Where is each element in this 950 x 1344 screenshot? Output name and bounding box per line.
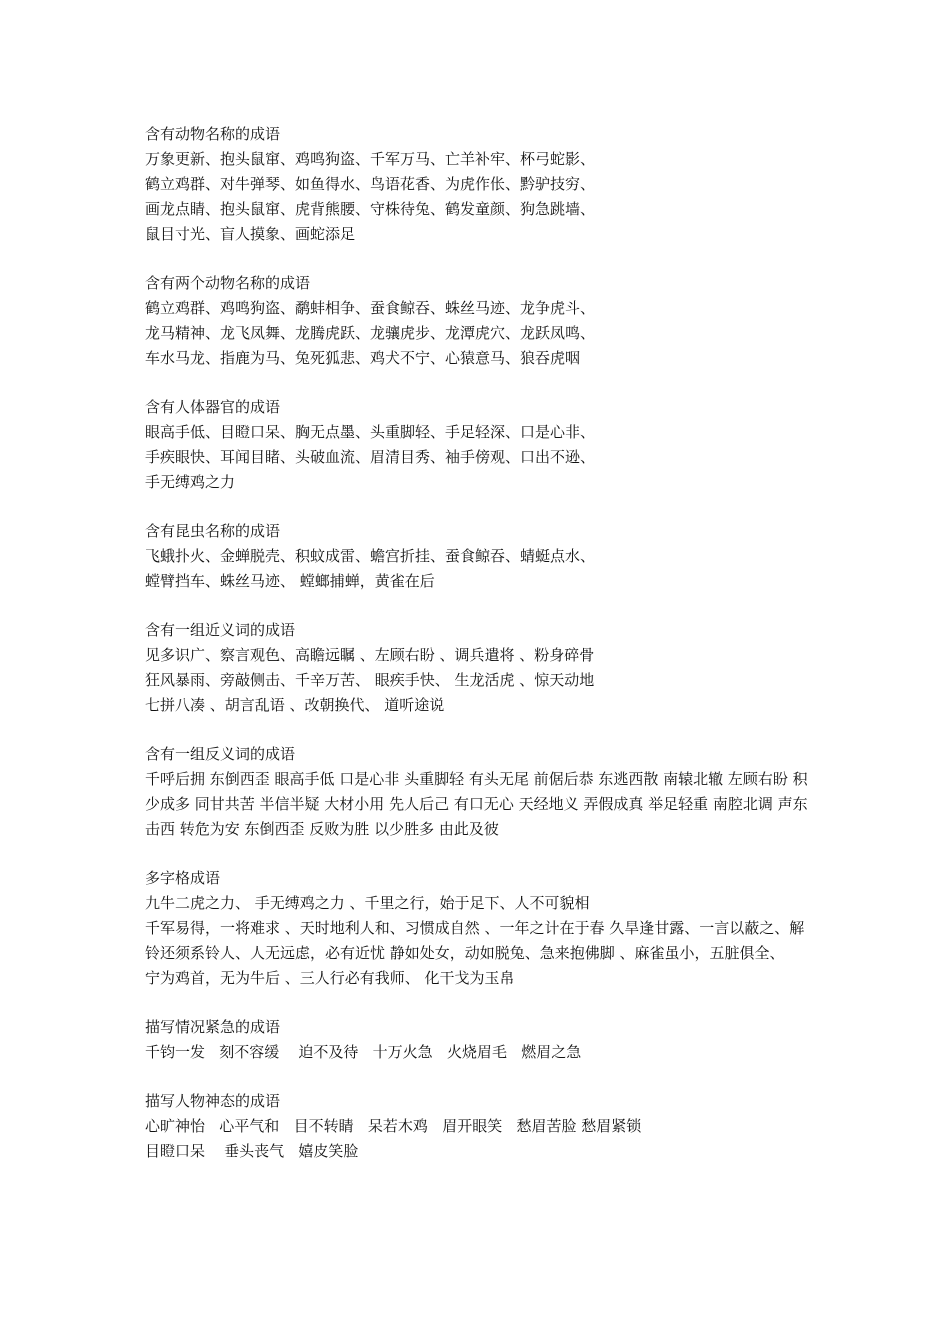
- idiom-line: 见多识广、察言观色、高瞻远瞩 、左顾右盼 、调兵遣将 、粉身碎骨: [145, 646, 595, 664]
- section-title: 描写人物神态的成语: [145, 1092, 281, 1110]
- section-antonyms: [145, 742, 810, 842]
- idiom-line: 鹤立鸡群、对牛弹琴、如鱼得水、鸟语花香、为虎作伥、黔驴技穷、: [145, 175, 596, 193]
- section-title: 含有两个动物名称的成语: [145, 274, 311, 292]
- idiom-line: 鹤立鸡群、鸡鸣狗盗、鹬蚌相争、蚕食鲸吞、蛛丝马迹、龙争虎斗、: [145, 299, 596, 317]
- idiom-line: 龙马精神、龙飞凤舞、龙腾虎跃、龙骧虎步、龙潭虎穴、龙跃凤鸣、: [145, 324, 596, 342]
- section-synonyms: [145, 618, 810, 718]
- idiom-line: 七拼八凑 、胡言乱语 、改朝换代、 道听途说: [145, 696, 445, 714]
- idiom-paragraph: 千军易得，一将难求 、天时地利人和、习惯成自然 、一年之计在于春 久旱逢甘露、一言以蔽之、解铃还须系铃人、人无远虑，必有近忧 静如处女，动如脱兔、急来抱佛脚 、麻雀虽小，五脏俱全、: [145, 919, 805, 962]
- idiom-line: 手疾眼快、耳闻目睹、头破血流、眉清目秀、袖手傍观、口出不逊、: [145, 448, 596, 466]
- section-multi-character: [145, 866, 810, 991]
- idiom-line: 画龙点睛、抱头鼠窜、虎背熊腰、守株待兔、鹤发童颜、狗急跳墙、: [145, 200, 596, 218]
- section-title: 含有动物名称的成语: [145, 125, 281, 143]
- section-body-organs: [145, 395, 810, 495]
- section-animal-names: [145, 122, 810, 247]
- idiom-line: 手无缚鸡之力: [145, 473, 236, 491]
- section-title: 含有人体器官的成语: [145, 398, 281, 416]
- section-title: 多字格成语: [145, 869, 221, 887]
- idiom-line: 螳臂挡车、蛛丝马迹、 螳螂捕蝉，黄雀在后: [145, 572, 435, 590]
- idiom-line: 千钧一发 刻不容缓 迫不及待 十万火急 火烧眉毛 燃眉之急: [145, 1043, 582, 1061]
- idiom-line: 万象更新、抱头鼠窜、鸡鸣狗盗、千军万马、亡羊补牢、杯弓蛇影、: [145, 150, 596, 168]
- idiom-paragraph: 千呼后拥 东倒西歪 眼高手低 口是心非 头重脚轻 有头无尾 前倨后恭 东逃西散 南辕北辙 左顾右盼 积少成多 同甘共苦 半信半疑 大材小用 先人后己 有口无心 天经地义 弄假成真 举足轻重 南腔北调 声东击西 转危为安 东倒西歪 反败为胜 以少胜多 由此及彼: [145, 770, 808, 838]
- idiom-line: 眼高手低、目瞪口呆、胸无点墨、头重脚轻、手足轻深、口是心非、: [145, 423, 596, 441]
- idiom-line: 狂风暴雨、旁敲侧击、千辛万苦、 眼疾手快、 生龙活虎 、惊天动地: [145, 671, 595, 689]
- section-urgent-situation: [145, 1015, 810, 1065]
- idiom-line: 心旷神怡 心平气和 目不转睛 呆若木鸡 眉开眼笑 愁眉苦脸 愁眉紧锁: [145, 1117, 642, 1135]
- section-title: 含有昆虫名称的成语: [145, 522, 281, 540]
- idiom-line: 宁为鸡首，无为牛后 、三人行必有我师、 化干戈为玉帛: [145, 969, 515, 987]
- idiom-line: 目瞪口呆 垂头丧气 嬉皮笑脸: [145, 1142, 359, 1160]
- idiom-line: 车水马龙、指鹿为马、兔死狐悲、鸡犬不宁、心猿意马、狼吞虎咽: [145, 349, 581, 367]
- section-facial-expression: [145, 1089, 810, 1164]
- section-title: 描写情况紧急的成语: [145, 1018, 281, 1036]
- idiom-line: 飞蛾扑火、金蝉脱壳、积蚊成雷、蟾宫折挂、蚕食鲸吞、蜻蜓点水、: [145, 547, 596, 565]
- idiom-line: 鼠目寸光、盲人摸象、画蛇添足: [145, 225, 356, 243]
- idiom-line: 九牛二虎之力、 手无缚鸡之力 、千里之行，始于足下、人不可貌相: [145, 894, 590, 912]
- section-two-animal-names: [145, 271, 810, 371]
- document-page: [145, 122, 810, 1188]
- section-title: 含有一组近义词的成语: [145, 621, 296, 639]
- section-title: 含有一组反义词的成语: [145, 745, 296, 763]
- section-insect-names: [145, 519, 810, 594]
